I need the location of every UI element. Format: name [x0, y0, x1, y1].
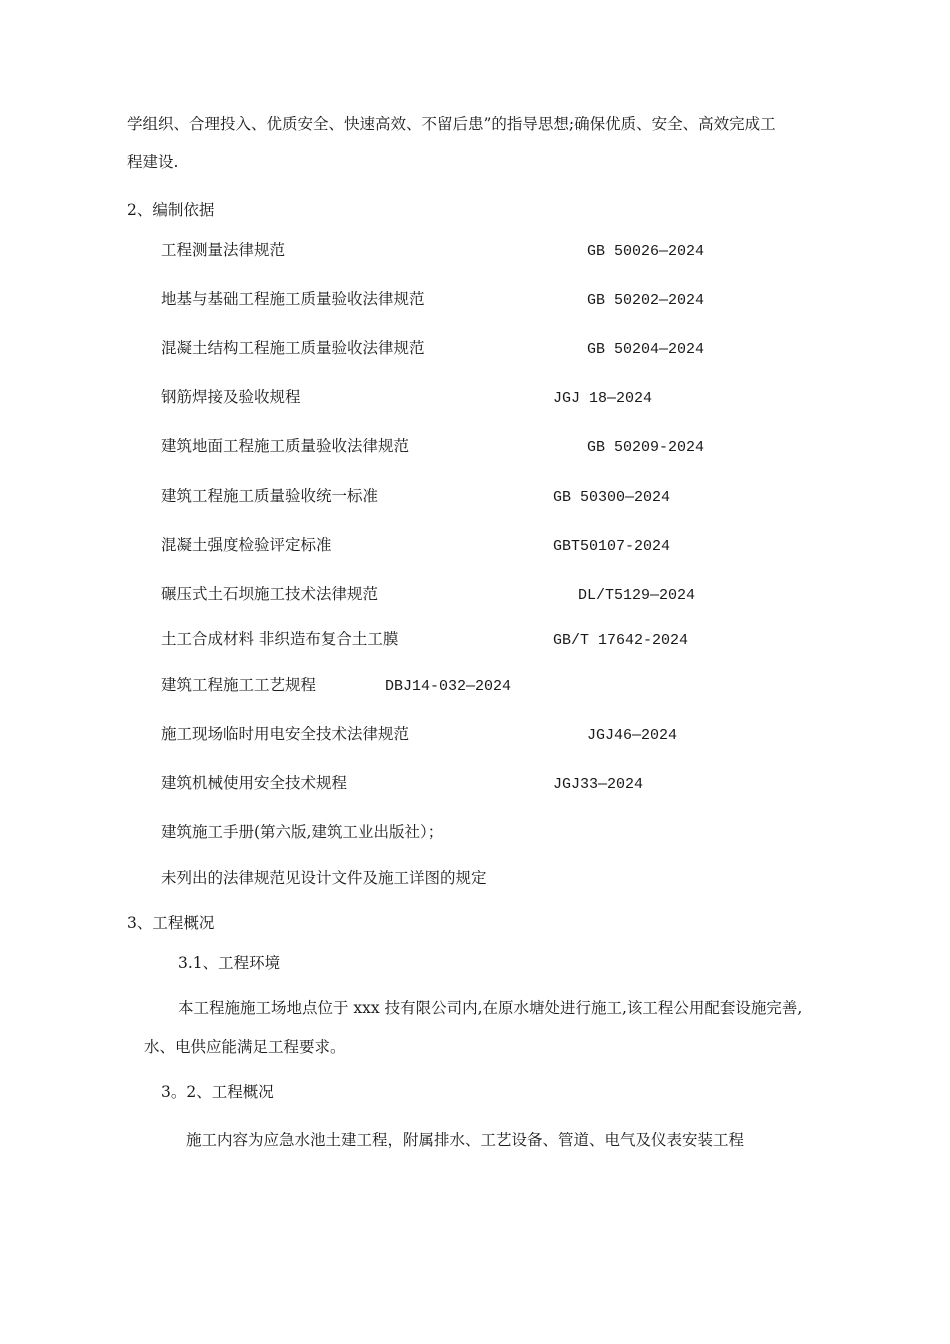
standard-name: 混凝土强度检验评定标准 — [161, 536, 332, 554]
standard-name: 地基与基础工程施工质量验收法律规范 — [161, 290, 425, 308]
standard-name: 钢筋焊接及验收规程 — [161, 388, 301, 406]
intro-line-1: 学组织、合理投入、优质安全、快速高效、不留后患”的指导思想;确保优质、安全、高效完成工 — [127, 115, 776, 133]
handbook-reference: 建筑施工手册(第六版,建筑工业出版社）； — [161, 823, 444, 841]
standard-name: 建筑机械使用安全技术规程 — [161, 774, 348, 792]
standard-name: 建筑工程施工质量验收统一标准 — [161, 487, 379, 505]
section-3-1-heading: 3.1、工程环境 — [178, 954, 281, 972]
section-3-heading: 3、工程概况 — [127, 914, 215, 932]
intro-line-2: 程建设. — [127, 153, 179, 171]
section-3-1-line-1: 本工程施施工场地点位于 xxx 技有限公司内,在原水塘处进行施工,该工程公用配套设施完善, — [178, 999, 803, 1017]
standard-name: 建筑地面工程施工质量验收法律规范 — [161, 437, 410, 455]
section-3-2-heading: 3。2、工程概况 — [161, 1083, 274, 1101]
standard-code: GB/T 17642-2024 — [553, 632, 689, 649]
standard-name: 土工合成材料 非织造布复合土工膜 — [161, 630, 399, 648]
standard-code: JGJ 18—2024 — [553, 390, 653, 407]
standard-code: GB 50202—2024 — [587, 292, 705, 309]
unlisted-standards-note: 未列出的法律规范见设计文件及施工详图的规定 — [161, 869, 487, 887]
standard-code: JGJ46—2024 — [587, 727, 678, 744]
standard-name: 施工现场临时用电安全技术法律规范 — [161, 725, 410, 743]
standard-name: 工程测量法律规范 — [161, 241, 286, 259]
standard-code: DL/T5129—2024 — [578, 587, 696, 604]
standard-name: 建筑工程施工工艺规程 — [161, 676, 317, 694]
standard-code: JGJ33—2024 — [553, 776, 644, 793]
standard-name: 碾压式土石坝施工技术法律规范 — [161, 585, 379, 603]
section-2-heading: 2、编制依据 — [127, 201, 215, 219]
section-3-1-line-2: 水、电供应能满足工程要求。 — [144, 1038, 346, 1056]
standard-name: 混凝土结构工程施工质量验收法律规范 — [161, 339, 425, 357]
standard-code: GB 50204—2024 — [587, 341, 705, 358]
section-3-2-text: 施工内容为应急水池土建工程，附属排水、工艺设备、管道、电气及仪表安装工程 — [186, 1131, 745, 1149]
standard-code: GBT50107-2024 — [553, 538, 671, 555]
standard-code: GB 50300—2024 — [553, 489, 671, 506]
standard-code: DBJ14-032—2024 — [385, 678, 512, 695]
standard-code: GB 50209-2024 — [587, 439, 705, 456]
standard-code: GB 50026—2024 — [587, 243, 705, 260]
